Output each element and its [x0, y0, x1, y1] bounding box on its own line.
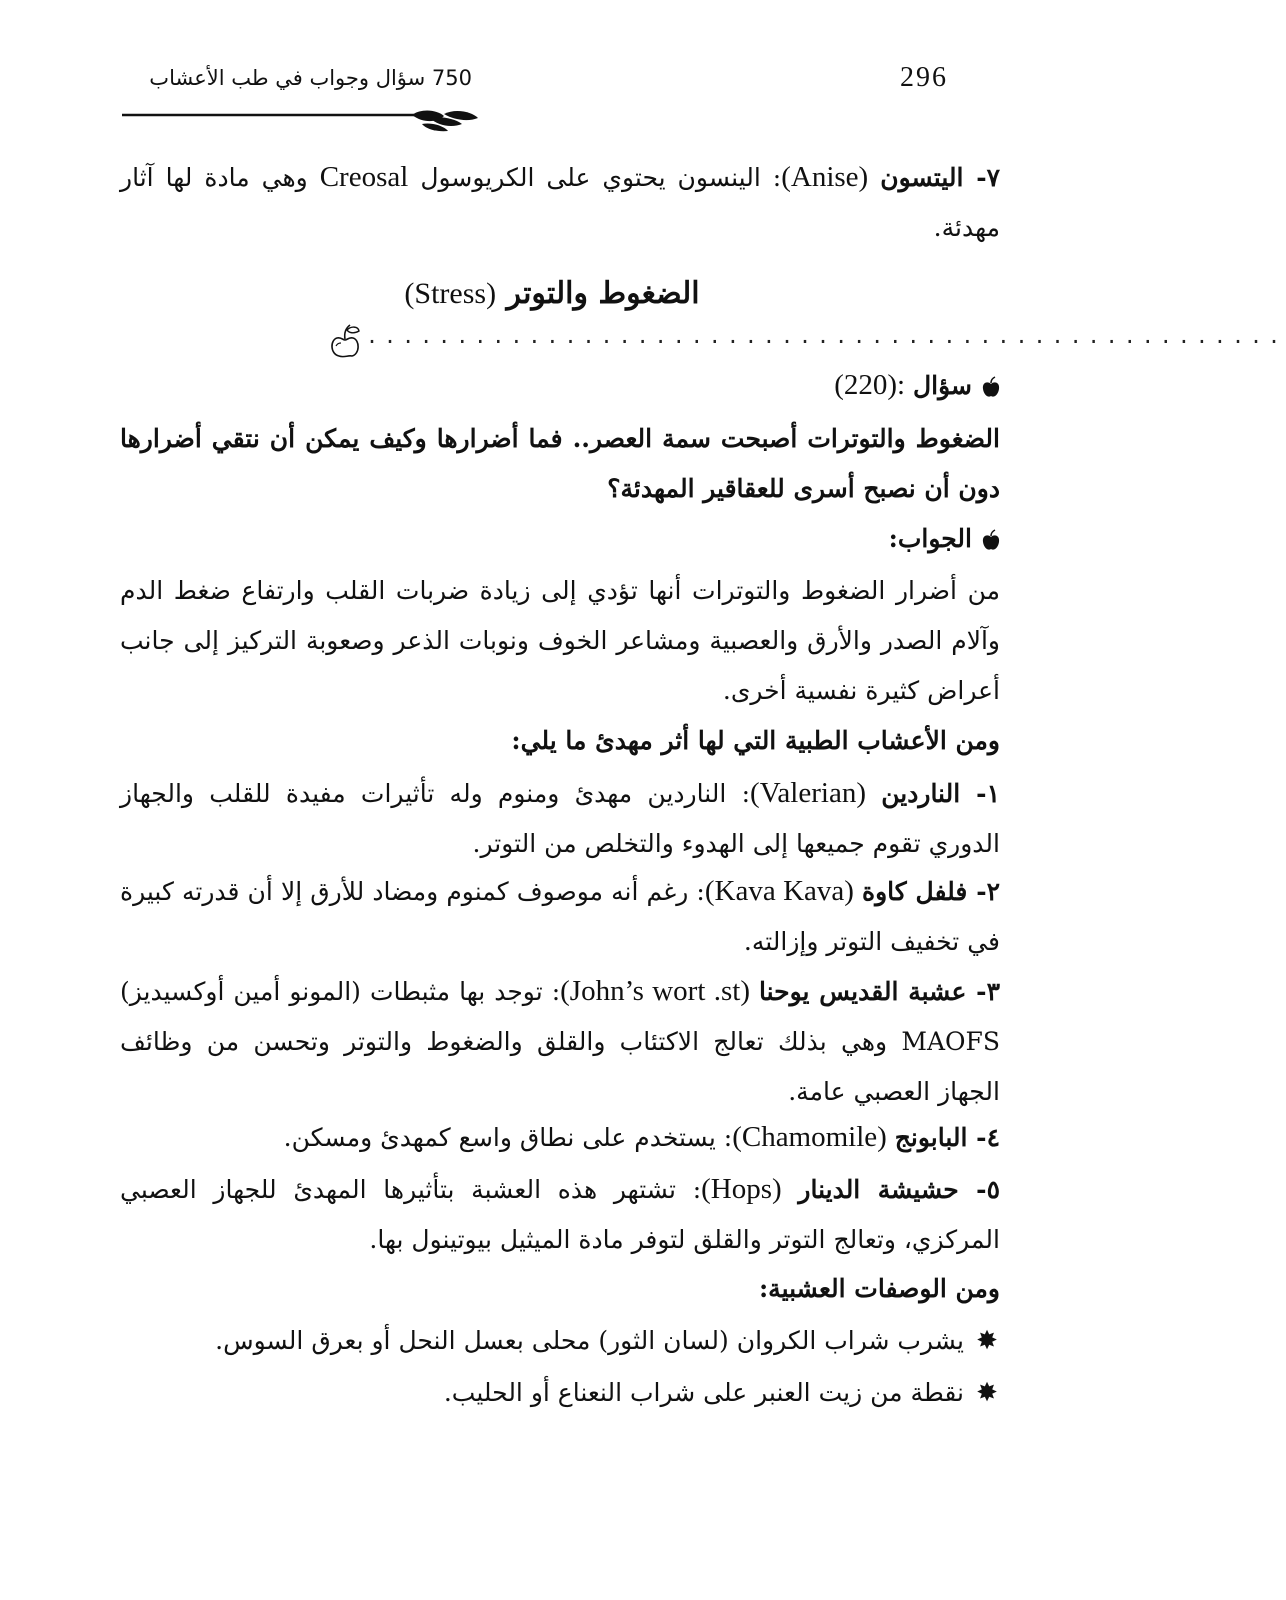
running-title: 750 سؤال وجواب في طب الأعشاب [149, 66, 472, 90]
answer-label: الجواب: [888, 524, 972, 553]
list-item [120, 1164, 1000, 1265]
herb-description: : تشتهر هذه العشبة بتأثيرها المهدئ للجهاز العصبي المركزي، وتعالج التوتر والقلق لتوفر مادة الميثيل بيوتينول بها. [120, 1175, 1000, 1254]
herb-name: ٤- البابونج [894, 1123, 1000, 1152]
list-item [120, 1368, 1000, 1418]
recipe-text: نقطة من زيت العنبر على شراب النعناع أو الحليب. [443, 1378, 964, 1407]
herb-latin-name: (Chamomile) [732, 1121, 887, 1153]
question-number: (220): [834, 369, 906, 401]
herb-name: ٧- اليتسون [880, 163, 1001, 192]
question-heading [120, 360, 1000, 411]
question-text: الضغوط والتوترات أصبحت سمة العصر.. فما أضرارها وكيف يمكن أن نتقي أضرارها دون أن نصبح أسرى للعقاقير المهدئة؟ [120, 424, 1000, 503]
herb-description-end: وهي مادة لها آثار مهدئة. [120, 163, 1000, 242]
herb-name: ٢- فلفل كاوة [862, 877, 1001, 906]
herb-latin-name: (Hops) [701, 1173, 782, 1205]
substance-latin-name: Creosal [319, 161, 409, 193]
herb-description: : الينسون يحتوي على الكريوسول [420, 163, 782, 192]
intro-item-anise [120, 152, 1000, 253]
list-item [120, 768, 1000, 869]
answer-heading [120, 514, 1000, 564]
running-header [122, 62, 482, 132]
list-item [120, 966, 1000, 1117]
herb-description: : الناردين مهدئ ومنوم وله تأثيرات مفيدة للقلب والجهاز الدوري تقوم جميعها إلى الهدوء والتخلص من التوتر. [120, 779, 1000, 858]
herb-name: ٥- حشيشة الدينار [798, 1175, 1000, 1204]
leaf-rule-ornament [122, 112, 482, 132]
herb-latin-name: (Anise) [781, 161, 869, 193]
page-number: 296 [900, 62, 948, 93]
herb-latin-name: (Valerian) [750, 777, 866, 809]
section-title [0, 276, 1104, 311]
herb-description: : يستخدم على نطاق واسع كمهدئ ومسكن. [283, 1123, 733, 1152]
star-bullet-icon: ✸ [976, 1378, 998, 1408]
herb-name: ٣- عشبة القديس يوحنا [759, 977, 1000, 1006]
herb-name: ١- الناردين [881, 779, 1000, 808]
fruit-icon [328, 322, 362, 360]
apple-bullet-icon [982, 377, 1000, 399]
apple-bullet-icon [982, 530, 1000, 552]
herbs-intro: ومن الأعشاب الطبية التي لها أثر مهدئ ما يلي: [511, 726, 1000, 755]
section-divider [328, 322, 1286, 362]
list-item [120, 1316, 1000, 1366]
section-title-arabic: الضغوط والتوتر [506, 276, 700, 311]
question-label: سؤال [913, 371, 972, 400]
star-bullet-icon: ✸ [976, 1326, 998, 1356]
answer-paragraph: من أضرار الضغوط والتوترات أنها تؤدي إلى زيادة ضربات القلب وارتفاع ضغط الدم وآلام الصدر والأرق والعصبية ومشاعر الخوف ونوبات الذعر وصعوبة التركيز إلى جانب أعراض كثيرة نفسية أخرى. [120, 576, 1000, 705]
herb-latin-name: (Kava Kava) [704, 875, 854, 907]
recipe-text: يشرب شراب الكروان (لسان الثور) محلى بعسل النحل أو بعرق السوس. [215, 1326, 964, 1355]
list-item [120, 866, 1000, 967]
recipes-title: ومن الوصفات العشبية: [758, 1274, 1000, 1303]
section-title-english: (Stress) [404, 277, 497, 310]
herb-latin-name: (John’s wort .st) [560, 975, 750, 1007]
herb-description: : توجد بها مثبطات (المونو أمين أوكسيديز) MAOFS وهي بذلك تعالج الاكتئاب والقلق والضغوط والتوتر وتحسن من وظائف الجهاز العصبي عامة. [120, 977, 1000, 1106]
dotted-line: ................................................... [366, 324, 1286, 348]
list-item [170, 1112, 1000, 1163]
herb-description: : رغم أنه موصوف كمنوم ومضاد للأرق إلا أن قدرته كبيرة في تخفيف التوتر وإزالته. [120, 877, 1000, 956]
